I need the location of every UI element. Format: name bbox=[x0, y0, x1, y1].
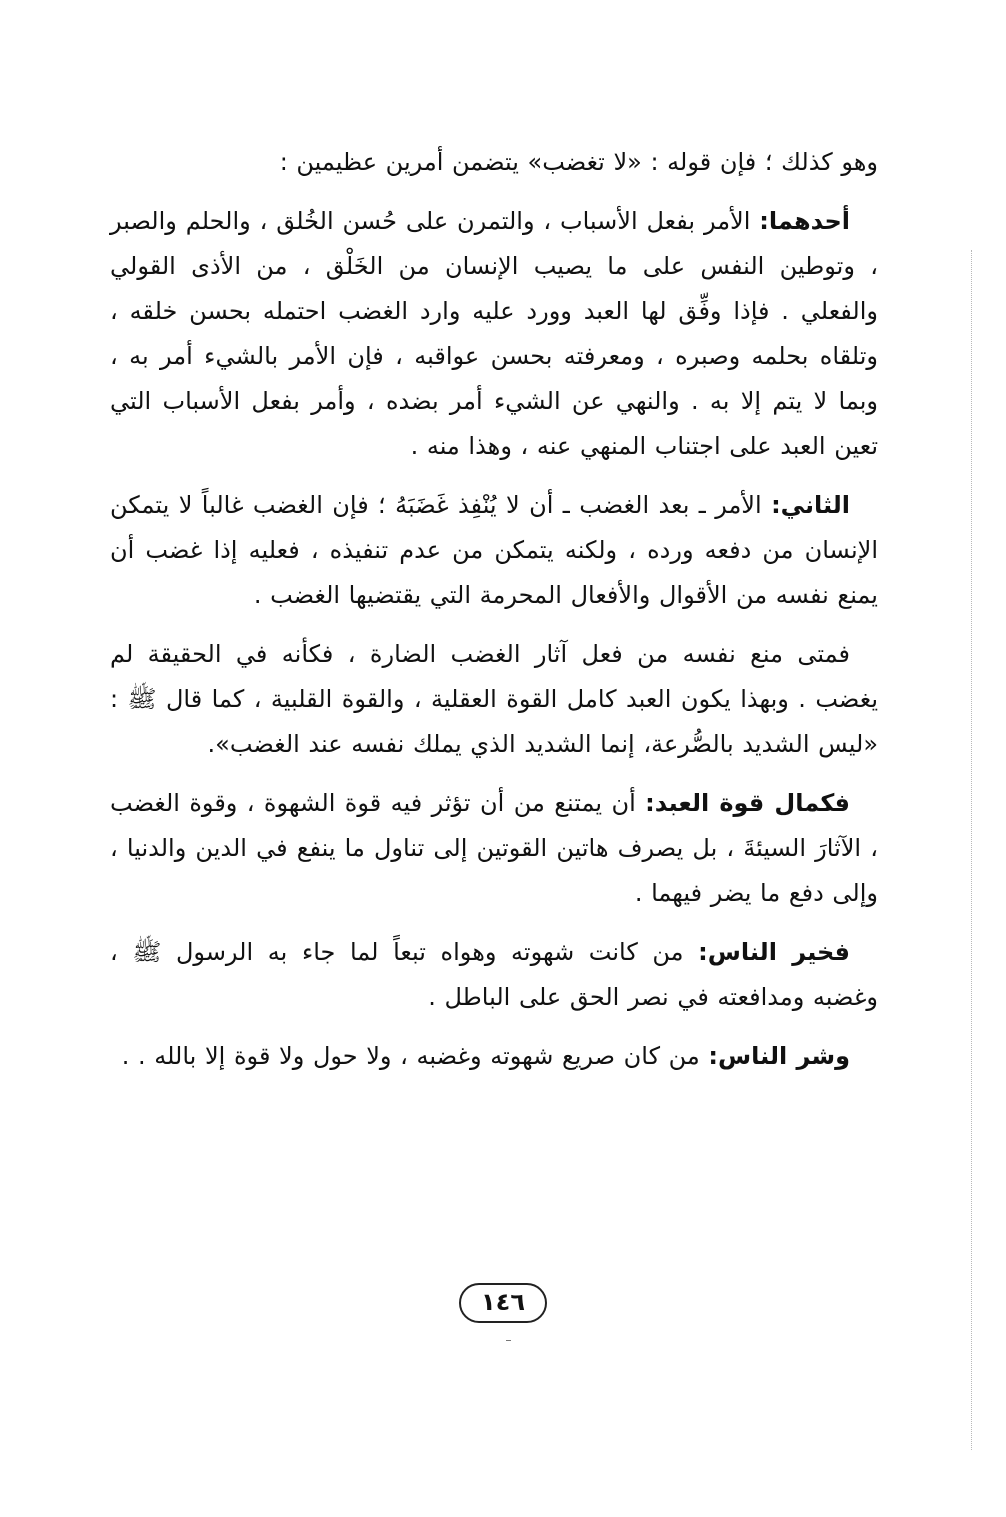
paragraph-fifth bbox=[110, 930, 878, 1020]
page-number: ١٤٦ bbox=[459, 1283, 547, 1323]
paragraph-third bbox=[110, 632, 878, 767]
paragraph-lead: فخير الناس: bbox=[698, 938, 851, 966]
paragraph-lead: فكمال قوة العبد: bbox=[645, 789, 850, 817]
page-edge-rule bbox=[971, 250, 972, 1450]
paragraph-sixth bbox=[110, 1034, 878, 1079]
paragraph-first bbox=[110, 199, 878, 469]
scan-mark bbox=[506, 1340, 511, 1341]
paragraph-fourth bbox=[110, 781, 878, 916]
paragraph-text: الأمر بفعل الأسباب ، والتمرن على حُسن الخُلق ، والحلم والصبر ، وتوطين النفس على ما يصيب الإنسان من الخَلْق ، من الأذى القولي والفعلي . فإذا وفِّق لها العبد وورد عليه وارد الغضب احتمله بحسن خلقه ، وتلقاه بحلمه وصبره ، ومعرفته بحسن عواقبه ، فإن الأمر بالشيء أمر به ، وبما لا يتم إلا به . والنهي عن الشيء أمر بضده ، وأمر بفعل الأسباب التي تعين العبد على اجتناب المنهي عنه ، وهذا منه . bbox=[110, 207, 878, 460]
paragraph-text: وهو كذلك ؛ فإن قوله : «لا تغضب» يتضمن أمرين عظيمين : bbox=[279, 148, 878, 176]
page-body bbox=[110, 140, 878, 1093]
paragraph-text: من كانت شهوته وهواه تبعاً لما جاء به الرسول ﷺ ، وغضبه ومدافعته في نصر الحق على الباطل . bbox=[110, 938, 878, 1011]
paragraph-text: من كان صريع شهوته وغضبه ، ولا حول ولا قوة إلا بالله . . bbox=[121, 1042, 709, 1070]
paragraph-text: فمتى منع نفسه من فعل آثار الغضب الضارة ، فكأنه في الحقيقة لم يغضب . وبهذا يكون العبد كامل القوة العقلية ، والقوة القلبية ، كما قال ﷺ : «ليس الشديد بالصُّرعة، إنما الشديد الذي يملك نفسه عند الغضب». bbox=[110, 640, 878, 758]
page-number-container bbox=[0, 1283, 1006, 1323]
paragraph-text: الأمر ـ بعد الغضب ـ أن لا يُنْفِذ غَضَبَهُ ؛ فإن الغضب غالباً لا يتمكن الإنسان من دفعه ورده ، ولكنه يتمكن من عدم تنفيذه ، فعليه إذا غضب أن يمنع نفسه من الأقوال والأفعال المحرمة التي يقتضيها الغضب . bbox=[110, 491, 878, 609]
paragraph-lead: أحدهما: bbox=[759, 207, 850, 235]
paragraph-lead: الثاني: bbox=[771, 491, 850, 519]
paragraph-text: أن يمتنع من أن تؤثر فيه قوة الشهوة ، وقوة الغضب ، الآثارَ السيئةَ ، بل يصرف هاتين القوتين إلى تناول ما ينفع في الدين والدنيا ، وإلى دفع ما يضر فيهما . bbox=[110, 789, 878, 907]
paragraph-intro bbox=[110, 140, 878, 185]
paragraph-second bbox=[110, 483, 878, 618]
paragraph-lead: وشر الناس: bbox=[708, 1042, 850, 1070]
